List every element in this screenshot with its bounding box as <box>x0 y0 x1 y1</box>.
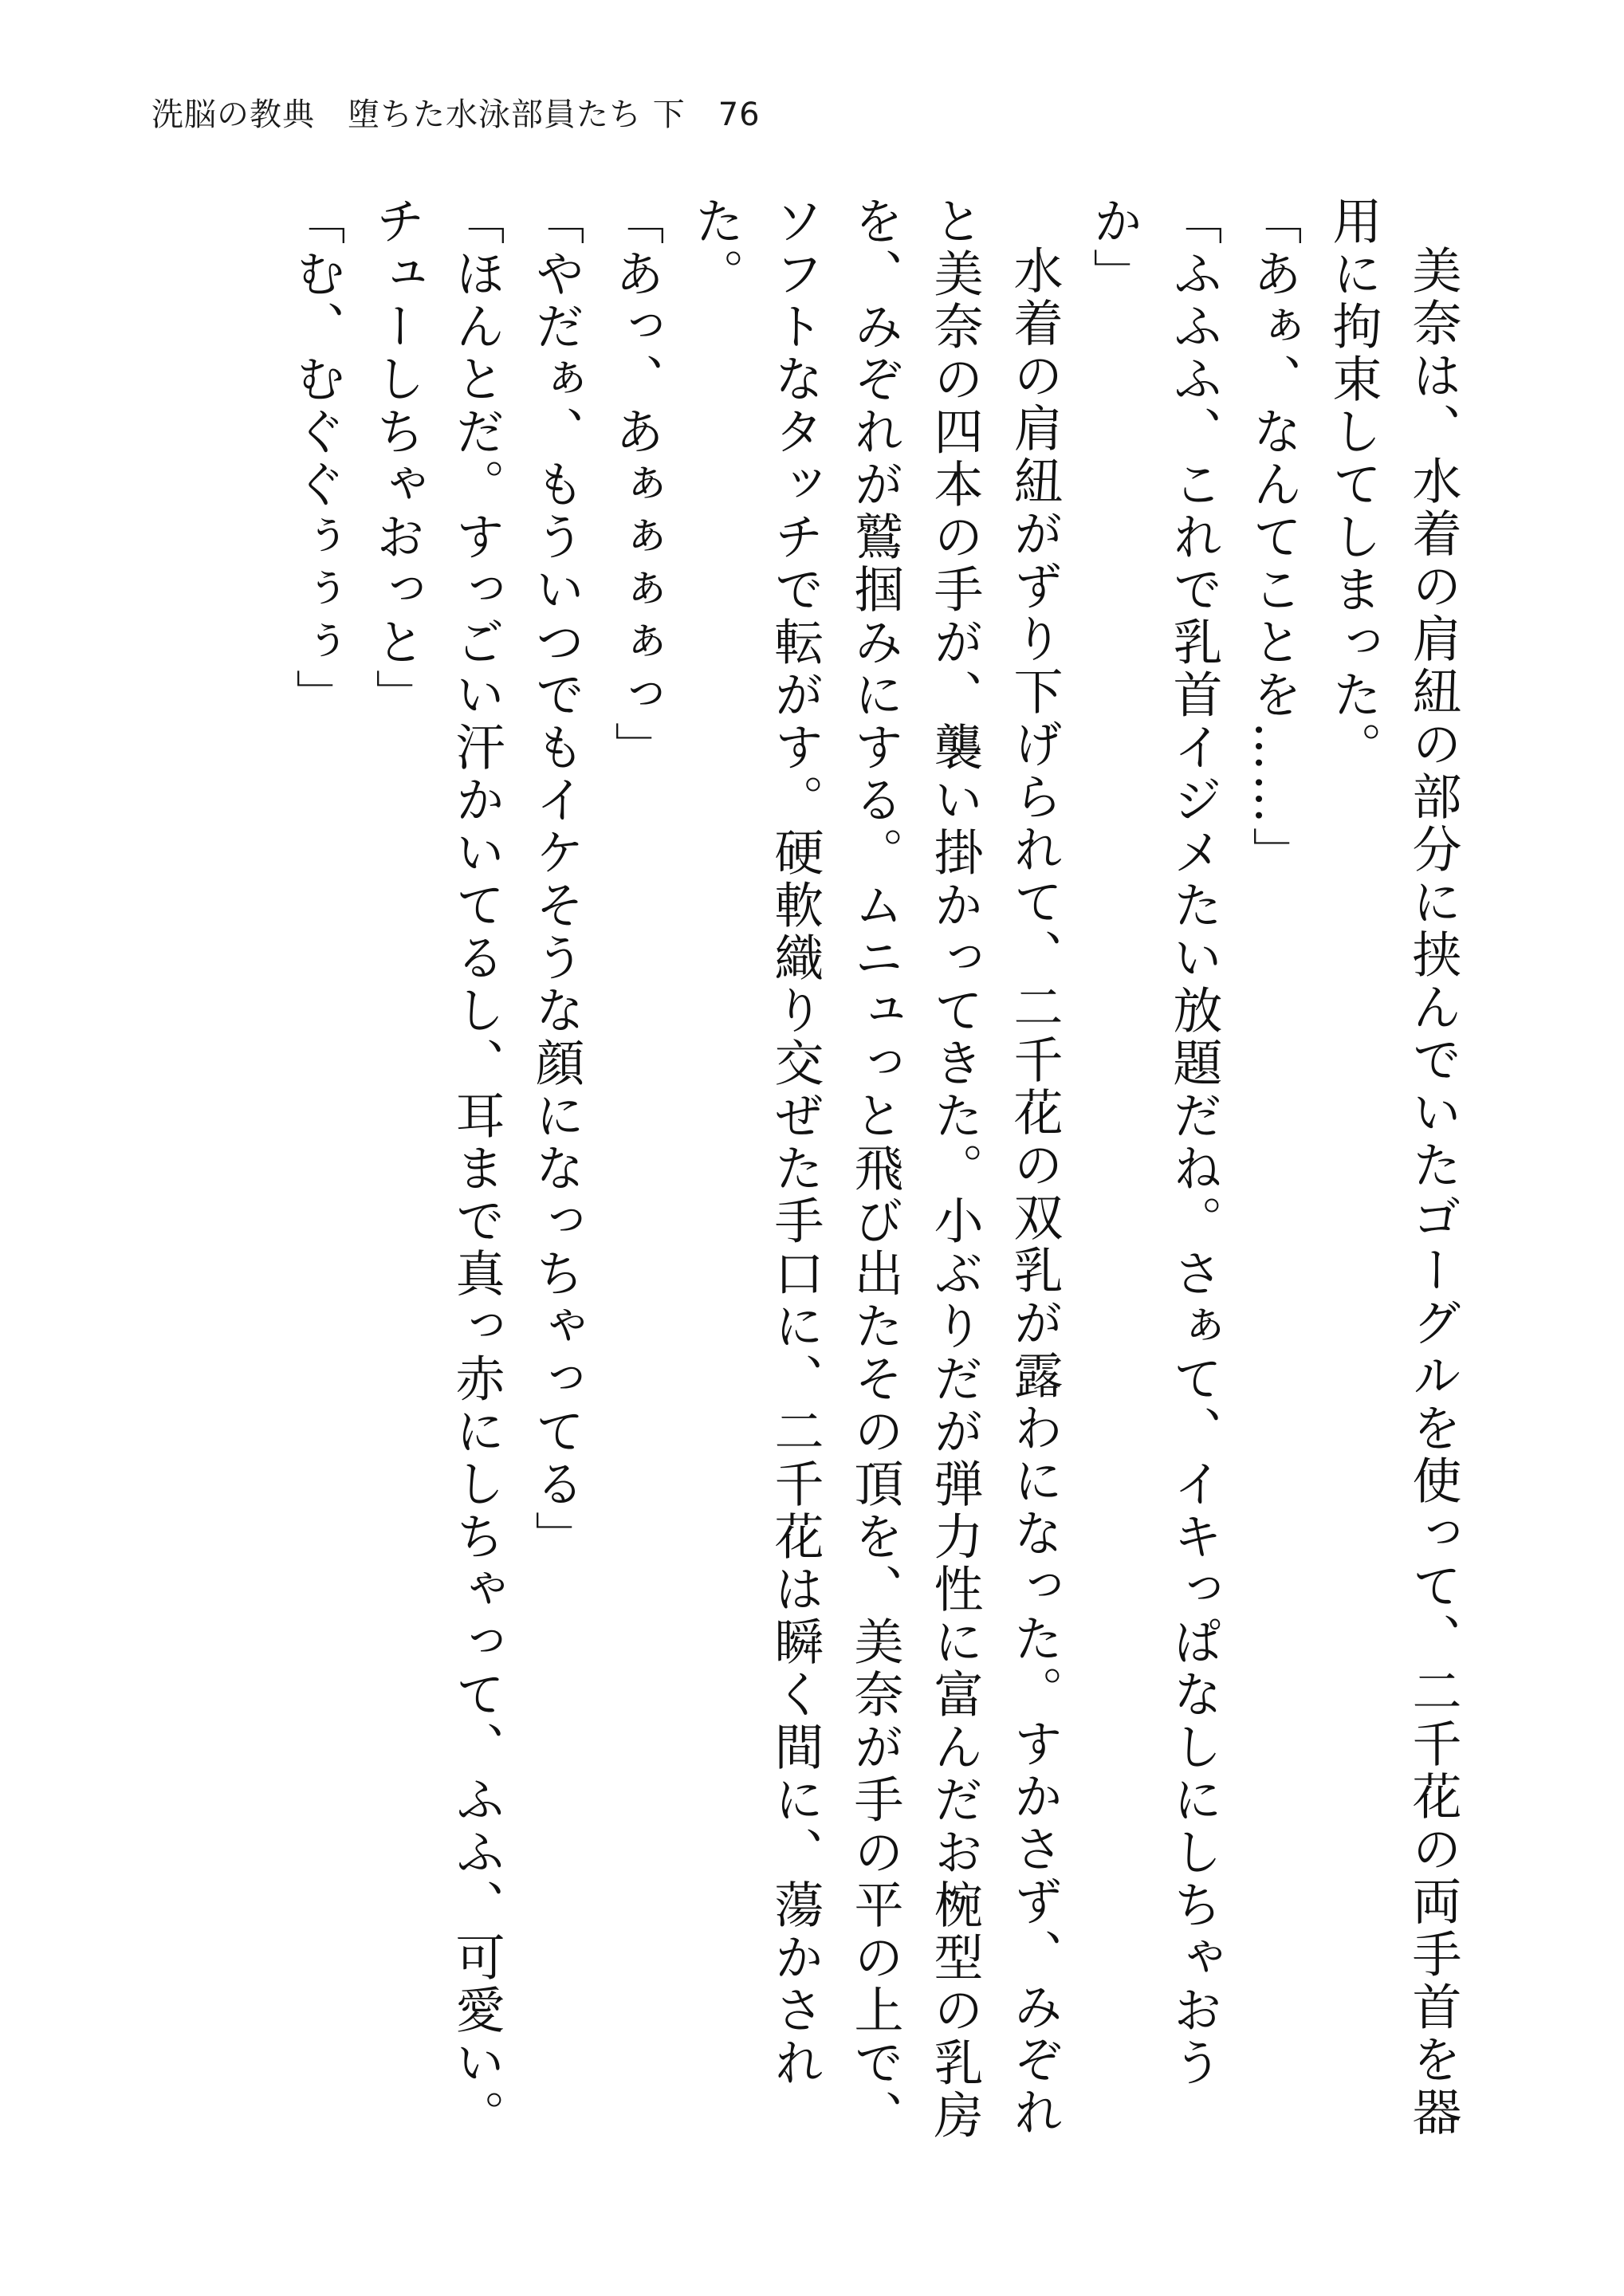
vertical-text-block <box>133 195 1473 2156</box>
paragraph-narration-2: 水着の肩紐がずり下げられて、二千花の双乳が露わになった。すかさず、みぞれと美奈の四本の手が、襲い掛かってきた。小ぶりだが弾力性に富んだお椀型の乳房を、みぞれが鷲掴みにする。ムニュっと飛び出たその頂を、美奈が手の平の上で、ソフトなタッチで転がす。硬軟織り交ぜた手口に、二千花は瞬く間に、蕩かされた。 <box>686 195 1064 2142</box>
paragraph-dialogue-6: 「む、むぐぐぅぅぅ」 <box>288 195 346 721</box>
paragraph-narration-1: 美奈は、水着の肩紐の部分に挟んでいたゴーグルを使って、二千花の両手首を器用に拘束してしまった。 <box>1324 195 1462 2139</box>
paragraph-dialogue-2: 「ふふふ、これで乳首イジメたい放題だね。さぁて、イキっぱなしにしちゃおうか」 <box>1085 195 1223 2090</box>
paragraph-dialogue-3: 「あっ、あぁぁぁぁっ」 <box>607 195 665 774</box>
paragraph-dialogue-1: 「あぁ、なんてことを……」 <box>1245 195 1303 879</box>
paragraph-dialogue-5: 「ほんとだ。すっごい汗かいてるし、耳まで真っ赤にしちゃって、ふふ、可愛い。チューしちゃおっと」 <box>368 195 505 2142</box>
running-header: 洗脳の教典 堕ちた水泳部員たち 下 76 <box>151 96 761 133</box>
paragraph-dialogue-4: 「やだぁ、もういつでもイケそうな顔になっちゃってる」 <box>527 195 585 1563</box>
